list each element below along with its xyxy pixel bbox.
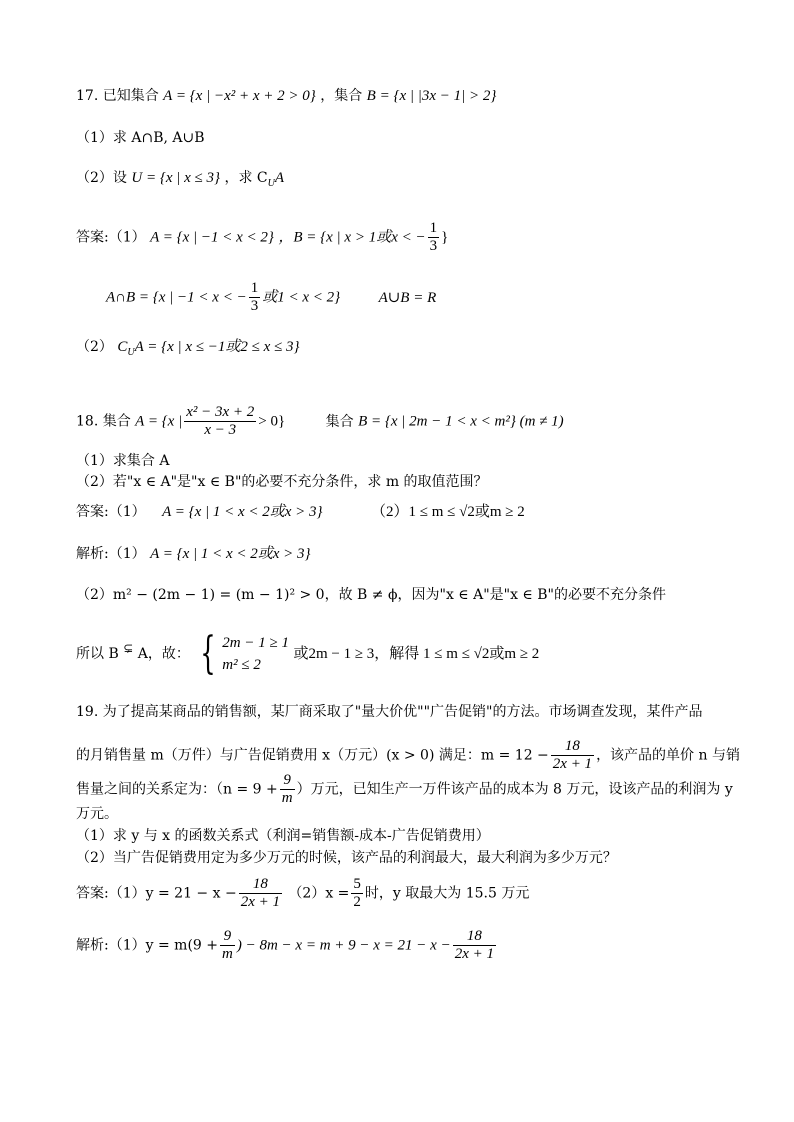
q19-line2-den: 2x + 1 — [552, 756, 593, 772]
q17-part2-prefix: （2）设 — [76, 170, 127, 186]
q17-inter-den: 3 — [250, 298, 259, 314]
q19-analysis-mid: ) − 8m − x = m + 9 − x = 21 − x − — [236, 937, 451, 954]
q17-answer-b-end: } — [441, 229, 449, 246]
q17-sep: ，集合 — [320, 88, 363, 104]
q17-answer-prefix: 答案:（1） — [76, 229, 146, 246]
q17-answer-a: A = {x | −1 < x < 2} — [150, 229, 274, 246]
q19-answer-num: 18 — [239, 876, 282, 894]
q19-analysis-den2: 2x + 1 — [454, 946, 494, 962]
q18-system-brace: { — [200, 628, 216, 679]
q19-analysis-fraction — [220, 928, 235, 963]
q17-answer-2 — [76, 337, 300, 363]
q19-answer-fraction2 — [351, 876, 363, 911]
q19-part1: （1）求 y 与 x 的函数关系式（利润=销售额-成本-广告促销费用） — [76, 828, 490, 844]
q19-analysis-fraction2 — [453, 928, 496, 963]
q19-answer-end: 时，y 取最大为 15.5 万元 — [364, 885, 530, 902]
q18-answer-prefix: 答案:（1） — [76, 504, 146, 520]
q18-analysis3-end: 或2m − 1 ≥ 3，解得 1 ≤ m ≤ √2或m ≥ 2 — [293, 646, 540, 662]
q19-answer-den2: 2 — [353, 894, 361, 910]
q17-inter-prefix: A∩B = {x | −1 < x < − — [106, 289, 247, 306]
q19-analysis-den: m — [222, 946, 233, 962]
q18-analysis3-mid: A，故： — [137, 646, 190, 662]
q19-answer-pre: 答案:（1）y = 21 − x − — [76, 885, 237, 902]
q18-analysis-prefix: 解析:（1） — [76, 546, 146, 562]
q18-set-a-den: x − 3 — [204, 422, 237, 438]
q19-part2: （2）当广告促销费用定为多少万元的时候，该产品的利润最大，最大利润为多少万元？ — [76, 850, 617, 866]
q18-analysis-a: A = {x | 1 < x < 2或x > 3} — [150, 546, 311, 562]
q19-line3 — [76, 772, 733, 807]
q19-line3-num: 9 — [280, 772, 295, 790]
q17-answer-union: A∪B = R — [378, 289, 437, 306]
q19-analysis — [76, 928, 498, 963]
q18-system-line2: m² ≤ 2 — [222, 657, 261, 673]
q18-set-b-prefix: 集合 — [325, 413, 354, 430]
q17-answer-b-prefix: ，B = {x | x > 1或x < − — [278, 229, 426, 246]
q18-system — [222, 632, 289, 676]
q17-answer2-rest: A = {x | x ≤ −1或2 ≤ x ≤ 3} — [134, 339, 300, 355]
q18-analysis-3 — [76, 628, 540, 679]
q19-answer-num2: 5 — [353, 876, 361, 892]
q17-part2-u: U = {x | x ≤ 3} — [131, 170, 220, 186]
q19-line3-pre: 售量之间的关系定为：（n = 9 + — [76, 781, 278, 798]
q17-part2 — [76, 168, 284, 194]
q17-answer-b-fraction — [428, 220, 440, 255]
q18-part2: （2）若"x ∈ A"是"x ∈ B"的必要不充分条件，求 m 的取值范围？ — [76, 474, 488, 490]
q19-line2-num: 18 — [551, 738, 594, 756]
q18-stem-prefix: 18. 集合 — [76, 413, 131, 430]
q18-analysis3-prefix: 所以 B — [76, 646, 119, 662]
q17-stem — [76, 86, 496, 106]
q17-part1: （1）求 A∩B, A∪B — [76, 130, 205, 146]
q17-answer2-prefix: （2） — [76, 339, 113, 355]
q18-analysis-1 — [76, 544, 311, 564]
q17-answer-1 — [76, 220, 448, 255]
q18-set-a-fraction — [184, 404, 256, 439]
q17-inter-end: 或1 < x < 2} — [262, 289, 341, 306]
q19-answer-den: 2x + 1 — [240, 894, 280, 910]
q17-inter-num: 1 — [250, 280, 259, 296]
q17-part2-sub: U — [267, 177, 275, 189]
q19-analysis-num: 9 — [220, 928, 235, 946]
q19-line4: 万元。 — [76, 806, 118, 822]
q18-subset-symbol: ⊊ — [123, 641, 134, 655]
q19-line1: 19. 为了提高某商品的销售额，某厂商采取了"量大价优""广告促销"的方法。市场调查发现，某件产品 — [76, 704, 703, 720]
q17-stem-prefix: 17. 已知集合 — [76, 88, 159, 104]
q19-line2-post: ，该产品的单价 n 与销 — [596, 747, 740, 764]
q17-set-a: A = {x | −x² + x + 2 > 0} — [163, 88, 316, 104]
q17-part2-end: A — [274, 170, 285, 186]
q17-answer-b-num: 1 — [429, 220, 438, 236]
q19-line2-pre: 的月销售量 m（万件）与广告促销费用 x（万元）(x > 0) 满足：m = 12 − — [76, 747, 549, 764]
q17-answer-intersection — [106, 280, 436, 315]
q19-answer-fraction — [239, 876, 282, 911]
q19-answer-mid: （2）x = — [288, 885, 350, 902]
q17-answer-b-den: 3 — [429, 238, 438, 254]
q18-set-b: B = {x | 2m − 1 < x < m²} (m ≠ 1) — [358, 413, 564, 430]
q18-set-a-num: x² − 3x + 2 — [186, 404, 255, 420]
q19-line3-fraction — [280, 772, 295, 807]
q19-analysis-pre: 解析:（1）y = m(9 + — [76, 937, 218, 954]
q17-answer2-c: C — [117, 339, 128, 355]
q19-line2-fraction — [551, 738, 594, 773]
q19-line2 — [76, 738, 740, 773]
q18-stem — [76, 404, 564, 439]
q18-analysis-2: （2）m² − (2m − 1) = (m − 1)² > 0，故 B ≠ ϕ，因为"x ∈ A"是"x ∈ B"的必要不充分条件 — [76, 587, 666, 603]
q17-part2-suffix: ，求 C — [224, 170, 268, 186]
q19-line3-den: m — [281, 790, 293, 806]
q18-set-a-post: > 0} — [258, 413, 286, 430]
q18-answer-a: A = {x | 1 < x < 2或x > 3} — [162, 504, 323, 520]
q17-answer2-sub: U — [127, 346, 135, 358]
q18-answer-2: （2）1 ≤ m ≤ √2或m ≥ 2 — [371, 504, 525, 520]
q17-set-b: B = {x | |3x − 1| > 2} — [366, 88, 497, 104]
q19-answer — [76, 876, 529, 911]
q19-analysis-num2: 18 — [453, 928, 496, 946]
q17-inter-fraction — [249, 280, 261, 315]
q18-part1: （1）求集合 A — [76, 453, 170, 469]
q18-answer — [76, 502, 525, 522]
q18-system-line1: 2m − 1 ≥ 1 — [222, 635, 289, 651]
q18-set-a-pre: A = {x | — [135, 413, 183, 430]
q19-line3-post: ）万元，已知生产一万件该产品的成本为 8 万元，设该产品的利润为 y — [296, 781, 733, 798]
